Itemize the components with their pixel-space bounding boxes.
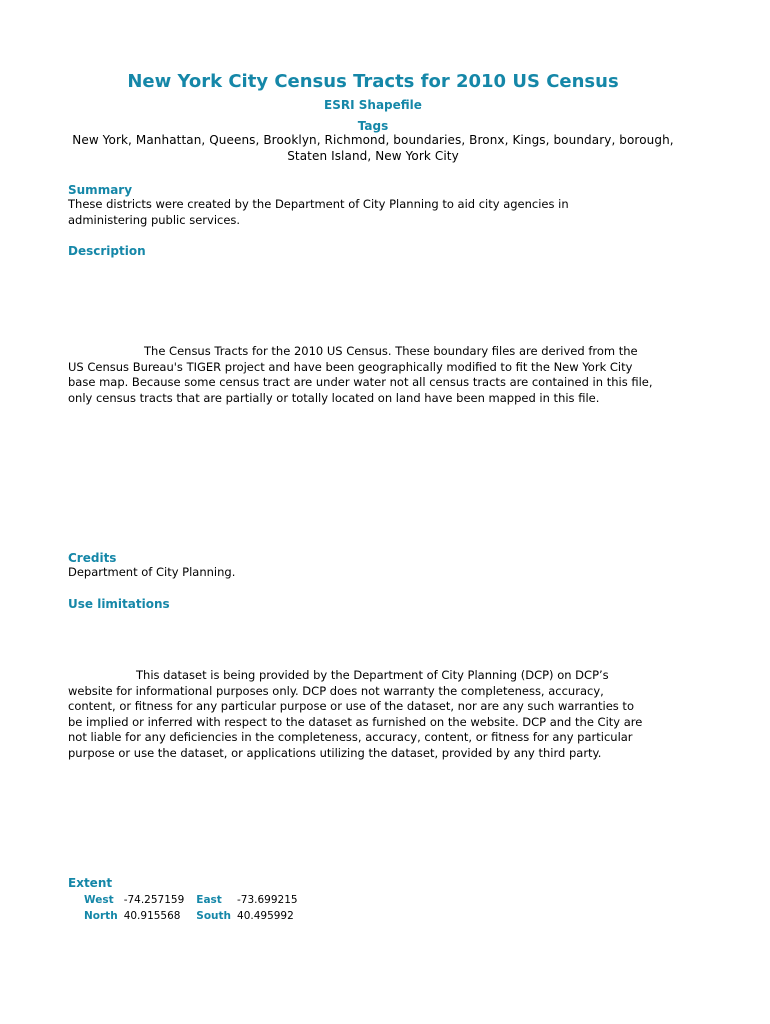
north-value: 40.915568 [123,910,181,922]
extent-table [84,892,304,924]
south-label: South [196,910,232,922]
north-label: North [84,910,118,922]
south-value: 40.495992 [237,910,294,922]
west-label: West [84,894,114,906]
use-limitations-heading: Use limitations [68,597,170,611]
east-label: East [196,894,222,906]
credits-heading: Credits [68,551,117,565]
use-limitations-text [68,668,648,761]
west-value: -74.257159 [123,894,185,906]
tags-heading: Tags [357,119,389,133]
extent-heading: Extent [68,876,113,890]
extent-row [84,908,304,924]
use-limitations-body: This dataset is being provided by the Department of City Planning (DCP) on DCP’s website for informational purposes only. DCP does not warranty the completeness, accuracy, content, or fitness for any particular purpose or use of the dataset, nor are any such warranties to be implied or inferred with respect to the dataset as furnished on the website. DCP and the City are not liable for any deficiencies in the completeness, accuracy, content, or fitness for any particular purpose or use the dataset, or applications utilizing the dataset, provided by any third party. [68,668,643,760]
summary-text: These districts were created by the Department of City Planning to aid city agencies in administering public services. [68,197,569,227]
description-body: The Census Tracts for the 2010 US Census. These boundary files are derived from the US Census Bureau's TIGER project and have been geographically modified to fit the New York City base map. Because some census tract are under water not all census tracts are contained in this file, only census tracts that are partially or totally located on land have been mapped in this file. [68,344,653,405]
description-heading: Description [68,244,146,258]
document-title: New York City Census Tracts for 2010 US Census [127,71,619,92]
document-subtitle: ESRI Shapefile [324,98,422,112]
description-text [68,344,653,406]
tags-text: New York, Manhattan, Queens, Brooklyn, Richmond, boundaries, Bronx, Kings, boundary, borough, Staten Island, New York City [72,133,674,163]
east-value: -73.699215 [237,894,298,906]
credits-text: Department of City Planning. [68,565,236,579]
summary-heading: Summary [68,183,133,197]
extent-row [84,892,304,908]
